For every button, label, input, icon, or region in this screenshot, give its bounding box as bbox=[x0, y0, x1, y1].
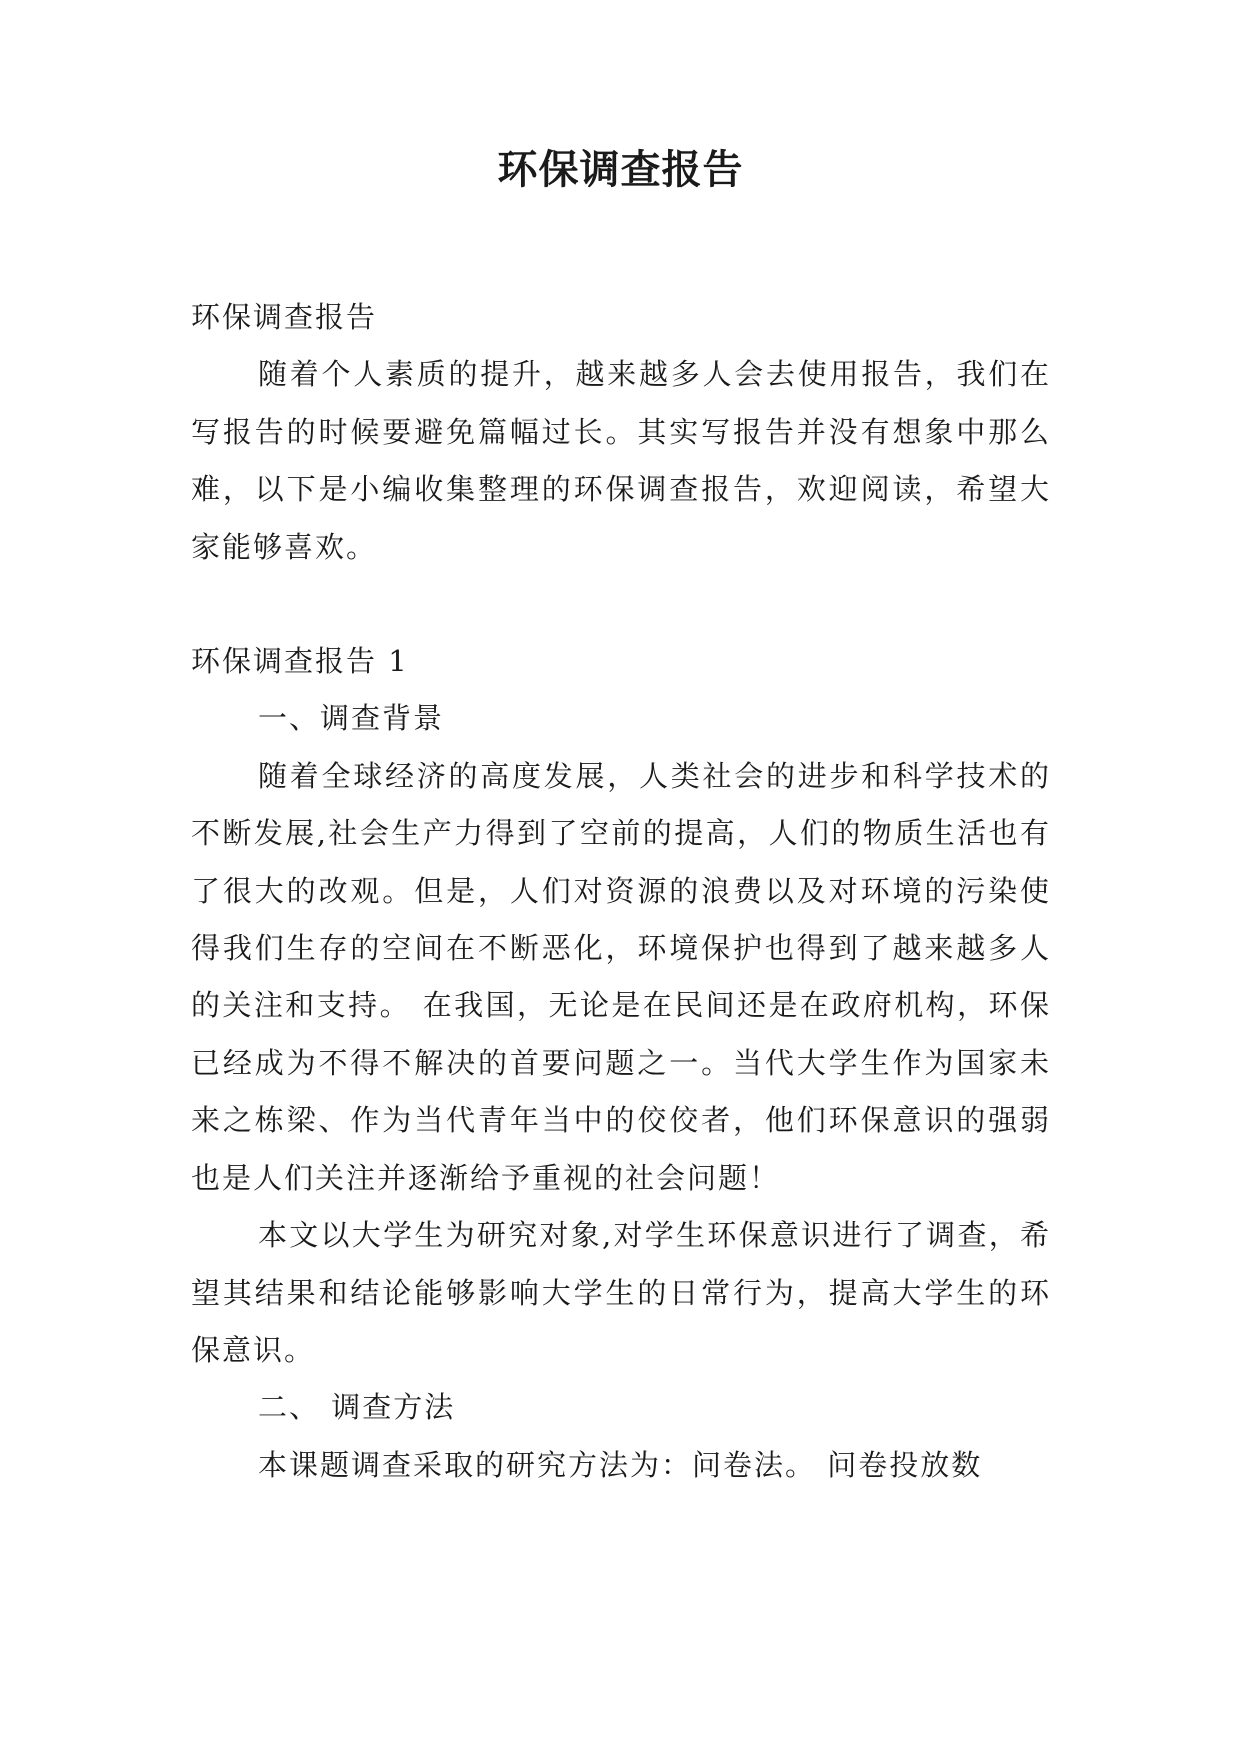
paragraph-spacer bbox=[191, 576, 1051, 633]
part2-heading: 二、 调查方法 bbox=[258, 1390, 456, 1425]
part1-paragraph-2: 本文以大学生为研究对象,对学生环保意识进行了调查，希望其结果和结论能够影响大学生的日常行为，提高大学生的环保意识。 bbox=[191, 1218, 1051, 1367]
document-body bbox=[191, 289, 1051, 1494]
part1-paragraph-1: 随着全球经济的高度发展，人类社会的进步和科学技术的不断发展,社会生产力得到了空前的提高，人们的物质生活也有了很大的改观。但是，人们对资源的浪费以及对环境的污染使得我们生存的空间在不断恶化，环境保护也得到了越来越多人的关注和支持。 在我国，无论是在民间还是在政府机构，环保已经成为不得不解决的首要问题之一。当代大学生作为国家未来之栋梁、作为当代青年当中的佼佼者，他们环保意识的强弱也是人们关注并逐渐给予重视的社会问题！ bbox=[191, 758, 1051, 1195]
intro-paragraph: 随着个人素质的提升，越来越多人会去使用报告，我们在写报告的时候要避免篇幅过长。其实写报告并没有想象中那么难，以下是小编收集整理的环保调查报告，欢迎阅读，希望大家能够喜欢。 bbox=[191, 357, 1051, 564]
heading-repeat: 环保调查报告 bbox=[191, 300, 378, 334]
part2-paragraph-1: 本课题调查采取的研究方法为：问卷法。 问卷投放数 bbox=[258, 1447, 983, 1482]
document-title: 环保调查报告 bbox=[497, 146, 744, 193]
section-title: 环保调查报告 1 bbox=[191, 644, 409, 679]
part1-heading: 一、调查背景 bbox=[258, 701, 445, 736]
